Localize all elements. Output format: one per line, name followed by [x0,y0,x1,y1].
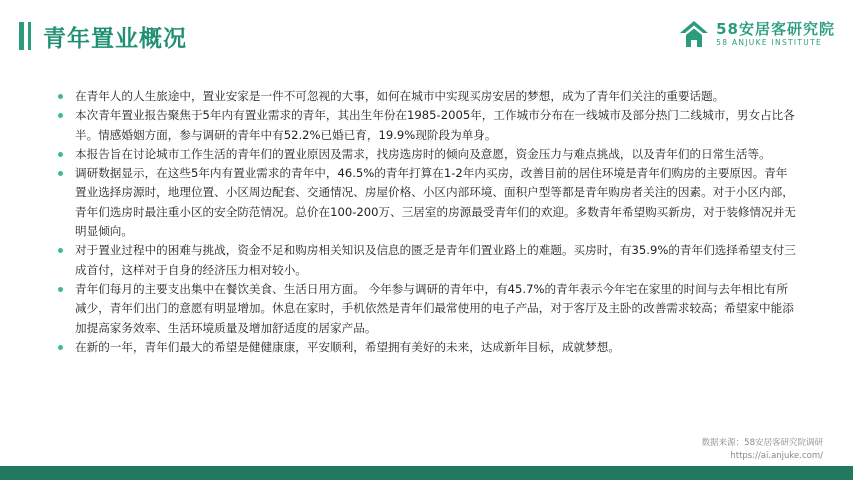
list-item [58,280,798,338]
bullet-list [58,87,798,357]
list-item [58,87,798,106]
list-item-text: 对于置业过程中的困难与挑战，资金不足和购房相关知识及信息的匮乏是青年们置业路上的难题。买房时，有35.9%的青年们选择希望支付三成首付，这样对于自身的经济压力相对较小。 [75,243,796,277]
bullet-dot [58,287,63,292]
list-item [58,145,798,164]
data-source [702,437,823,463]
list-item-text: 本次青年置业报告聚焦于5年内有置业需求的青年，其出生年份在1985-2005年，工作城市分布在一线城市及部分热门二线城市，男女占比各半。情感婚姻方面，参与调研的青年中有52.2%已婚已育，19.9%现阶段为单身。 [75,108,795,142]
page-title: 青年置业概况 [43,25,187,52]
house-logo-icon [678,19,710,49]
logo-name: 58安居客研究院 [716,19,835,38]
list-item-text: 在新的一年，青年们最大的希望是健健康康，平安顺利，希望拥有美好的未来，达成新年目标，成就梦想。 [75,339,620,354]
bullet-dot [58,345,63,350]
list-item [58,106,798,145]
title-bar [19,20,187,52]
title-accent-bar-thin [28,22,31,50]
list-item [58,241,798,280]
bullet-dot [58,171,63,176]
institute-logo [678,19,835,49]
source-url: https://ai.anjuke.com/ [730,451,823,461]
source-label: 数据来源：58安居客研究院调研 [701,438,823,448]
bullet-dot [58,152,63,157]
bullet-dot [58,113,63,118]
list-item [58,338,798,357]
list-item-text: 本报告旨在讨论城市工作生活的青年们的置业原因及需求，找房选房时的倾向及意愿，资金压力与难点挑战，以及青年们的日常生活等。 [75,146,771,161]
logo-subtitle: 58 ANJUKE INSTITUTE [716,37,823,47]
list-item-text: 在青年人的人生旅途中，置业安家是一件不可忽视的大事，如何在城市中实现买房安居的梦想，成为了青年们关注的重要话题。 [75,89,725,103]
title-accent-bar [19,22,24,50]
list-item-text: 调研数据显示，在这些5年内有置业需求的青年中，46.5%的青年打算在1-2年内买房，改善目前的居住环境是青年们购房的主要原因。青年置业选择房源时，地理位置、小区周边配套、交通情况、房屋价格、小区内部环境、面积户型等都是青年购房者关注的因素。对于小区内部，青年们选房时最注重小区的安全防范情况。总价在100-200万、三居室的房源最受青年们的欢迎。多数青年希望购买新房，对于装修情况并无明显倾向。 [75,166,796,239]
list-item-text: 青年们每月的主要支出集中在餐饮美食、生活日用方面。 今年参与调研的青年中，有45.7%的青年表示今年宅在家里的时间与去年相比有所减少，青年们出门的意愿有明显增加。休息在家时，手机依然是青年们最常使用的电子产品，对于客厅及主卧的改善需求较高；希望家中能添加提高家务效率、生活环境质量及增加舒适度的居家产品。 [75,281,794,335]
bullet-dot [58,94,63,99]
list-item [58,164,798,241]
footer-bar [0,466,853,480]
bullet-dot [58,248,63,253]
